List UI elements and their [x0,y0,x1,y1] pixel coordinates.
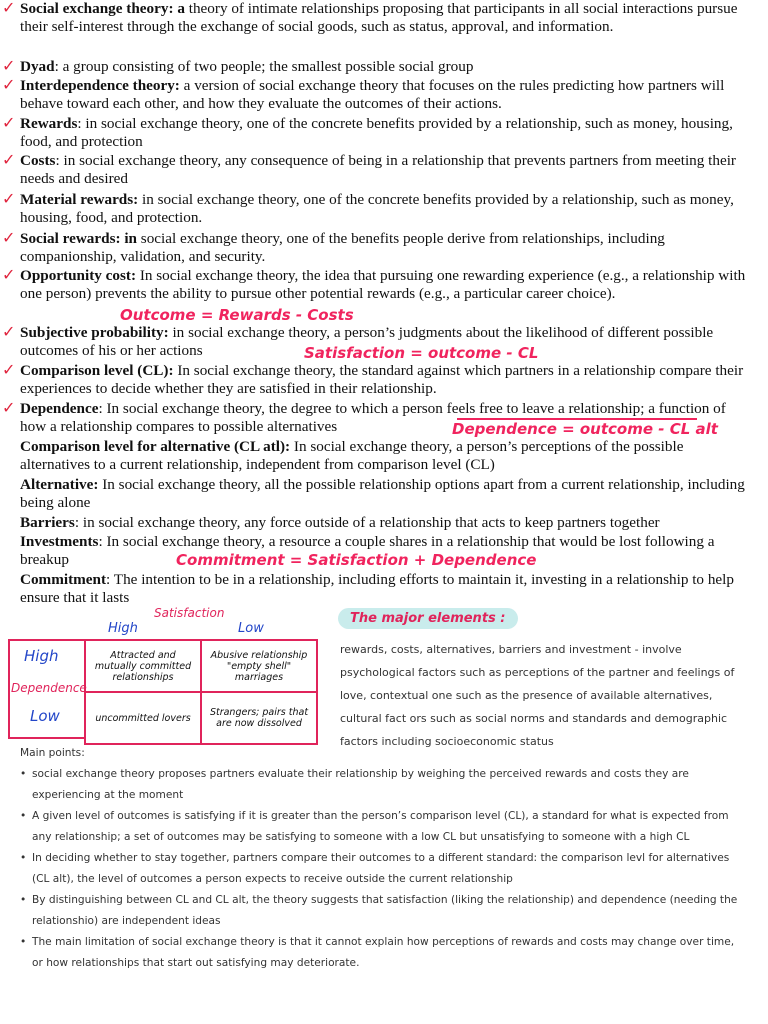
definition-text: in social exchange theory, a person’s judgments about the likelihood of different possible outcomes of his or her actions [20,324,714,359]
definition-text: in social exchange theory, one of the concrete benefits provided by a relationship, such as money, housing, food, and protection. [20,191,734,226]
definition-term: Comparison level for alternative (CL atl): [20,438,291,455]
definition-item [20,571,748,607]
table-cell: Abusive relationship "empty shell" marriages [201,640,317,692]
definition-term: Social rewards: in [20,230,137,247]
major-elements-title: The major elements : [338,608,518,629]
check-mark-icon: ✓ [2,75,16,94]
definition-text: In social exchange theory, a person’s perceptions of the possible alternatives to a current relationship, independent from comparison level (CL) [20,438,684,473]
definition-term: Rewards [20,115,78,132]
definition-item [2,0,748,36]
definition-item [2,75,748,113]
list-item: • A given level of outcomes is satisfying if it is greater than the person’s comparison level (CL), a standard for what is expected from any relationship; a set of outcomes may be satisfying to someone with a low CL but unsatisfying to someone with a high CL [20,806,748,848]
definition-term: Barriers [20,514,75,531]
definition-term: Comparison level (CL): [20,362,174,379]
main-points-section [20,743,748,974]
row-low-label: Low [30,707,60,725]
list-item: • social exchange theory proposes partners evaluate their relationship by weighing the perceived rewards and costs they are experiencing at the moment [20,764,748,806]
check-mark-icon: ✓ [2,322,16,341]
check-mark-icon: ✓ [2,189,16,208]
definition-item [20,476,748,512]
check-mark-icon: ✓ [2,56,16,75]
definition-item [2,189,748,227]
definition-text: : In social exchange theory, a resource a couple shares in a relationship that would be lost following a breakup [20,533,715,568]
definition-item [2,228,748,266]
definition-text: : In social exchange theory, the degree to which a person feels free to leave a relationship; a function of how a relationship compares to possible alternatives [20,400,726,435]
table-cell: Attracted and mutually committed relationships [85,640,201,692]
definition-text: theory of intimate relationships proposing that participants in all social interactions pursue their self-interest through the exchange of social goods, such as status, approval, and information. [20,0,738,35]
definition-term: Investments [20,533,99,550]
column-high-label: High [108,621,138,636]
table-cell: Strangers; pairs that are now dissolved [201,692,317,744]
definition-text: : The intention to be in a relationship, including efforts to maintain it, investing in a relationship to help ensure that it lasts [20,571,734,606]
main-points-list [20,764,748,974]
definition-item [2,265,748,303]
definition-term: Dependence [20,400,99,417]
dependence-formula-annotation: Dependence = outcome - CL alt [452,420,718,438]
definition-term: Subjective probability: [20,324,169,341]
check-mark-icon: ✓ [2,113,16,132]
definition-text: In social exchange theory, the standard against which partners in a relationship compare their experiences to decide whether they are satisfied in their relationship. [20,362,744,397]
definition-item [2,56,748,76]
satisfaction-axis-label: Satisfaction [154,606,225,620]
definition-text: a version of social exchange theory that focuses on the rules predicting how partners will behave toward each other, and how they evaluate the outcomes of their actions. [20,77,725,112]
check-mark-icon: ✓ [2,150,16,169]
column-low-label: Low [238,621,264,636]
check-mark-icon: ✓ [2,360,16,379]
definition-text: In social exchange theory, the idea that pursuing one rewarding experience (e.g., a relationship with one person) prevents the ability to pursue other potential rewards (e.g., a particular career choice). [20,267,746,302]
definition-term: Commitment [20,571,107,588]
list-item: • By distinguishing between CL and CL alt, the theory suggests that satisfaction (liking the relationship) and dependence (needing the relationshio) are independent ideas [20,890,748,932]
check-mark-icon: ✓ [2,0,16,17]
definition-term: Costs [20,152,56,169]
list-item: • The main limitation of social exchange theory is that it cannot explain how perceptions of rewards and costs may change over time, or how relationships that start out satisfying may deteriorate. [20,932,748,974]
commitment-formula-annotation: Commitment = Satisfaction + Dependence [176,551,537,569]
main-points-heading: Main points: [20,747,85,759]
check-mark-icon: ✓ [2,265,16,284]
definition-text: : in social exchange theory, one of the concrete benefits provided by a relationship, such as money, housing, food, and protection [20,115,733,150]
definition-text: In social exchange theory, all the possible relationship options apart from a current relationship, including being alone [20,476,745,511]
dependence-row-labels [8,639,87,739]
definition-item [2,150,748,188]
dependence-axis-label: Dependence [11,681,87,695]
definition-item [20,438,748,474]
definition-term: Opportunity cost: [20,267,137,284]
definition-item [20,514,748,532]
definition-term: Alternative: [20,476,99,493]
definition-term: Interdependence theory: [20,77,180,94]
definition-item [2,360,748,398]
major-elements-text: rewards, costs, alternatives, barriers and investment - involve psychological factors such as perceptions of the partner and feelings of love, contextual one such as the presence of available alternatives, cultural fact ors such as social norms and standards and demographic factors including socioeconomic status [340,643,735,748]
definition-text: : a group consisting of two people; the smallest possible social group [54,58,474,75]
definition-term: Material rewards: [20,191,139,208]
row-high-label: High [24,647,59,665]
check-mark-icon: ✓ [2,228,16,247]
definition-text: social exchange theory, one of the benefits people derive from relationships, including companionship, validation, and security. [20,230,665,265]
satisfaction-dependence-table [84,639,318,745]
handwritten-underline [457,418,697,420]
definition-text: : in social exchange theory, any consequence of being in a relationship that prevents partners from meeting their needs and desired [20,152,736,187]
definition-term: Social exchange theory: a [20,0,185,17]
satisfaction-formula-annotation: Satisfaction = outcome - CL [304,344,539,362]
check-mark-icon: ✓ [2,398,16,417]
definition-text: : in social exchange theory, any force outside of a relationship that acts to keep partners together [74,514,660,531]
outcome-formula-annotation: Outcome = Rewards - Costs [120,306,354,324]
table-row [85,640,317,692]
definition-item [2,113,748,151]
list-item: • In deciding whether to stay together, partners compare their outcomes to a different standard: the comparison levl for alternatives (CL alt), the level of outcomes a person expects to receive outside the current relationship [20,848,748,890]
table-row [85,692,317,744]
definition-term: Dyad [20,58,55,75]
table-cell: uncommitted lovers [85,692,201,744]
